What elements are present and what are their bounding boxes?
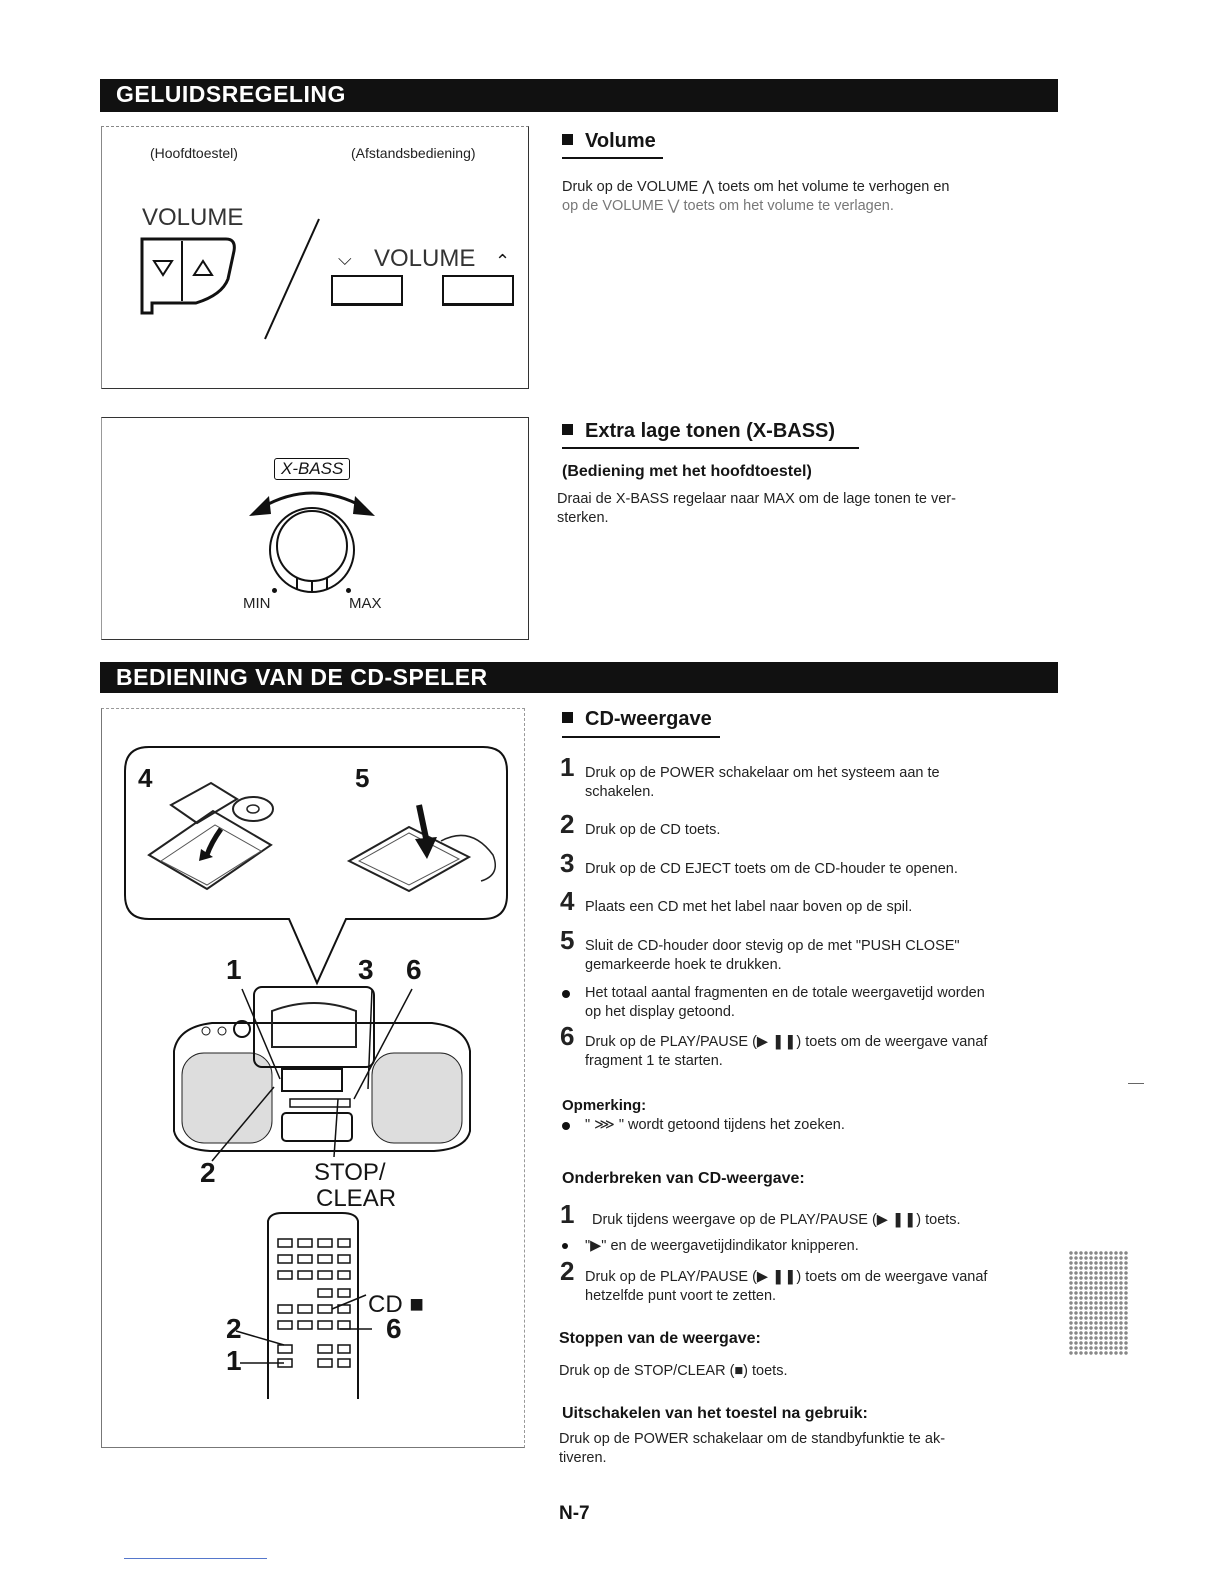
xbass-figure-panel: [101, 417, 529, 640]
heading-square-icon: [562, 424, 573, 435]
heading-square-icon: [562, 712, 573, 723]
stop-heading: Stoppen van de weergave:: [559, 1330, 761, 1347]
bullet-dot: [562, 1243, 568, 1249]
xbass-text-1: Draai de X-BASS regelaar naar MAX om de lage tonen te ver-: [557, 491, 956, 507]
volume-heading: Volume: [562, 130, 656, 153]
section-title-sound: GELUIDSREGELING: [116, 81, 346, 107]
stop-text: Druk op de STOP/CLEAR (■) toets.: [559, 1363, 788, 1379]
xbass-knob-icon: [247, 480, 377, 600]
volume-text-1: Druk op de VOLUME ⋀ toets om het volume te verhogen en: [562, 179, 950, 195]
remote-cd-label: CD ■: [368, 1291, 424, 1318]
poweroff-heading: Uitschakelen van het toestel na gebruik:: [562, 1405, 868, 1422]
remote-volume-down-button[interactable]: [331, 275, 403, 306]
note-heading: Opmerking:: [562, 1097, 647, 1114]
remote-volume-up-button[interactable]: [442, 275, 514, 306]
footer-line: [124, 1558, 267, 1559]
remote-callout-2: 2: [226, 1313, 242, 1344]
remote-callout-6: 6: [386, 1313, 402, 1344]
stop-label-1: STOP/: [314, 1159, 386, 1186]
cd-bullet-2: op het display getoond.: [585, 1004, 735, 1020]
section-title-cd: BEDIENING VAN DE CD-SPELER: [116, 664, 488, 690]
cd-bullet-1: Het totaal aantal fragmenten en de totale weergavetijd worden: [585, 985, 985, 1001]
section-header-cd: [100, 662, 1058, 693]
volume-button-icon: [138, 235, 246, 317]
min-dot: [272, 588, 277, 593]
max-dot: [346, 588, 351, 593]
callout-5: 5: [355, 763, 370, 793]
xbass-knob-label: X-BASS: [274, 458, 350, 480]
volume-heading-underline: [562, 157, 663, 159]
cd-play-heading-underline: [562, 736, 720, 738]
remote-volume-label: VOLUME: [374, 245, 476, 272]
callout-4: 4: [138, 763, 153, 793]
edge-tab-pattern: [1068, 1250, 1128, 1355]
slash-divider: [257, 215, 327, 345]
callout-2: 2: [200, 1157, 216, 1188]
page-number: N-7: [559, 1503, 590, 1524]
min-label: MIN: [243, 595, 271, 612]
callout-1: 1: [226, 954, 242, 985]
volume-figure-panel: [101, 126, 529, 389]
poweroff-text-1: Druk op de POWER schakelaar om de standbyfunktie te ak-: [559, 1431, 946, 1447]
xbass-heading: Extra lage tonen (X-BASS): [562, 420, 835, 443]
main-volume-label: VOLUME: [142, 204, 244, 231]
max-label: MAX: [349, 595, 382, 612]
xbass-heading-underline: [562, 447, 859, 449]
volume-up-icon: ⌃: [495, 251, 511, 271]
cd-figure-panel: [101, 708, 525, 1448]
section-header-sound: [100, 79, 1058, 112]
bullet-dot: [562, 990, 570, 998]
poweroff-text-2: tiveren.: [559, 1450, 607, 1466]
remote-callout-1: 1: [226, 1345, 242, 1376]
heading-square-icon: [562, 134, 573, 145]
callout-6: 6: [406, 954, 422, 985]
main-unit-label: (Hoofdtoestel): [150, 145, 238, 161]
xbass-subheading: (Bediening met het hoofdtoestel): [562, 463, 812, 480]
volume-down-icon: ⌵: [338, 249, 352, 269]
note-text: " ⋙ " wordt getoond tijdens het zoeken.: [585, 1117, 845, 1133]
interrupt-bullet: "▶" en de weergavetijdindikator knipperen.: [585, 1238, 859, 1254]
interrupt-heading: Onderbreken van CD-weergave:: [562, 1170, 805, 1187]
stop-label-2: CLEAR: [316, 1185, 397, 1212]
edge-dash: [1128, 1083, 1144, 1084]
volume-text-2: op de VOLUME ⋁ toets om het volume te verlagen.: [562, 198, 894, 214]
bullet-dot: [562, 1122, 570, 1130]
callout-3: 3: [358, 954, 374, 985]
cd-play-heading: CD-weergave: [562, 708, 712, 731]
xbass-text-2: sterken.: [557, 510, 609, 526]
remote-label: (Afstandsbediening): [351, 145, 476, 161]
